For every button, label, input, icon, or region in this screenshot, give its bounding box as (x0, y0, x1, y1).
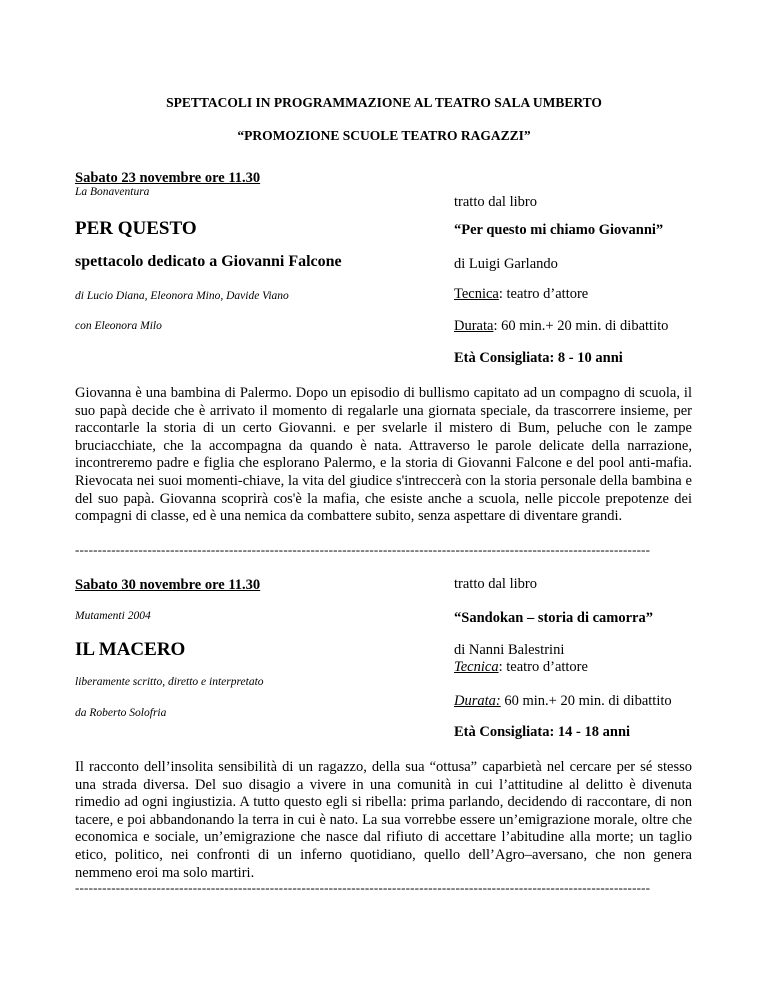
technique-label: Tecnica (454, 659, 499, 675)
event-credit: da Roberto Solofria (75, 707, 167, 719)
event-subtitle: spettacolo dedicato a Giovanni Falcone (75, 253, 342, 270)
event-credit: liberamente scritto, diretto e interpretato (75, 676, 264, 688)
book-title: “Per questo mi chiamo Giovanni” (454, 222, 664, 238)
event-title: PER QUESTO (75, 218, 197, 239)
event-description: Giovanna è una bambina di Palermo. Dopo un episodio di bullismo capitato ad un compagno di scuola, il suo papà decide che è arrivato il momento di regalarle una giornata speciale, da trascorrere insieme, per raccontarle la storia di un certo Giovanni. e per svelarle il mistero di Bum, peluche con le zampe bruciacchiate, che la accompagna da quando è nata. Attraverso le parole delicate della narrazione, incontreremo padre e figlia che esplorano Palermo, e la storia di Giovanni Falcone e del pool anti-mafia. Rievocata nei suoi momenti-chiave, la vita del giudice s'intreccerà con la storia personale della bambina e del suo papà. Giovanna scoprirà cos'è la mafia, che esiste anche a scuola, nelle piccole prepotenze dei compagni di classe, ed è una nemica da combattere subito, senza aspettare di diventare grandi. (75, 385, 692, 525)
book-title: “Sandokan – storia di camorra” (454, 610, 653, 626)
event-company: Mutamenti 2004 (75, 610, 151, 622)
technique-label: Tecnica (454, 286, 499, 302)
duration (454, 318, 668, 335)
technique (454, 286, 588, 303)
technique (454, 659, 588, 676)
age-recommendation: Età Consigliata: 8 - 10 anni (454, 350, 623, 366)
event-authors: di Lucio Diana, Eleonora Mino, Davide Viano (75, 290, 289, 302)
duration-value: : 60 min.+ 20 min. di dibattito (493, 318, 669, 334)
separator-line: ------------------------------------------------------------------------------------------------------------------------------- (75, 880, 651, 895)
event-date: Sabato 30 novembre ore 11.30 (75, 577, 261, 593)
source-intro: tratto dal libro (454, 194, 537, 210)
book-author: di Luigi Garlando (454, 256, 558, 272)
event-date: Sabato 23 novembre ore 11.30 (75, 170, 261, 186)
book-author: di Nanni Balestrini (454, 642, 565, 658)
event-cast: con Eleonora Milo (75, 320, 162, 332)
duration-label: Durata (454, 318, 494, 334)
duration-value: 60 min.+ 20 min. di dibattito (500, 693, 672, 709)
event-description: Il racconto dell’insolita sensibilità di un ragazzo, della sua “ottusa” caparbietà nel cercare per sé stesso una strada diversa. Del suo disagio a vivere in una comunità in cui l’attitudine al delitto è divenuta rimedio ad ogni ingiustizia. A tutto questo egli si ribella: prima parlando, decidendo di raccontare, di non tacere, e poi abbandonando la terra in cui è nato. La sua vorrebbe essere un’emigrazione morale, oltre che economica e sociale, un’emigrazione che nasce dal rifiuto di accettare l’abitudine alla morte; un taglio etico, politico, nei confronti di un inferno quotidiano, quello dell’Agro–aversano, che non genera nemmeno eroi ma solo martiri. (75, 759, 692, 881)
separator-line: ------------------------------------------------------------------------------------------------------------------------------- (75, 542, 651, 557)
event-title: IL MACERO (75, 639, 186, 660)
duration-label: Durata: (454, 693, 501, 709)
technique-value: : teatro d’attore (498, 659, 588, 675)
page-title: SPETTACOLI IN PROGRAMMAZIONE AL TEATRO SALA UMBERTO (166, 95, 602, 110)
page-subtitle: “PROMOZIONE SCUOLE TEATRO RAGAZZI” (237, 128, 531, 143)
duration (454, 693, 672, 710)
source-intro: tratto dal libro (454, 576, 537, 592)
technique-value: : teatro d’attore (498, 286, 589, 302)
event-company: La Bonaventura (75, 186, 150, 198)
age-recommendation: Età Consigliata: 14 - 18 anni (454, 724, 631, 740)
